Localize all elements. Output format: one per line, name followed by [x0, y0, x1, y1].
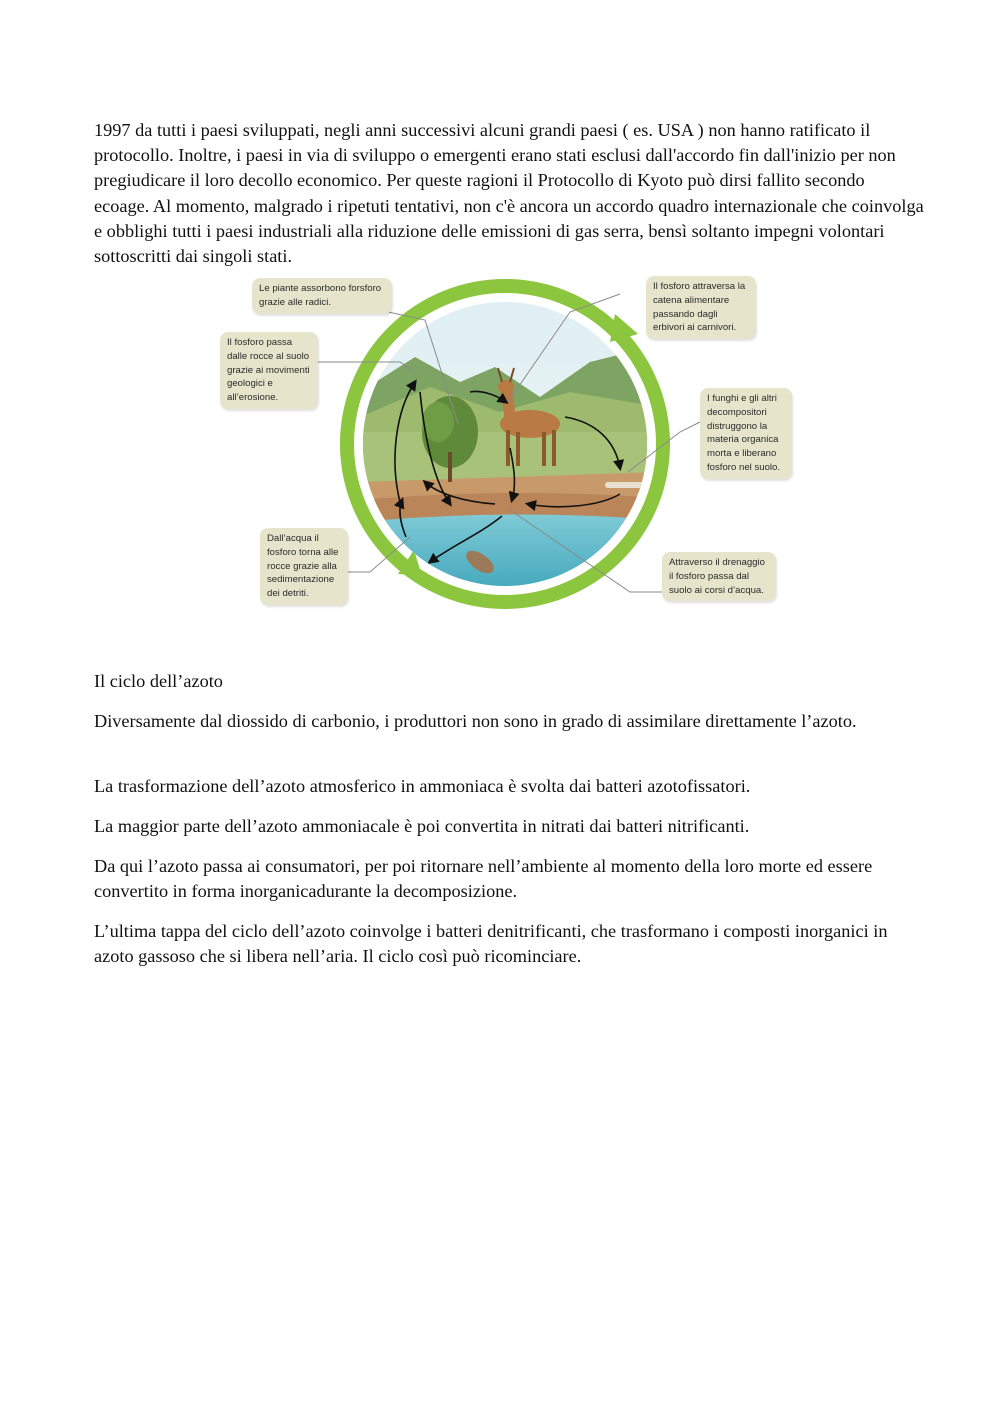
- paragraph: La trasformazione dell’azoto atmosferico in ammoniaca è svolta dai batteri azotofissatori.: [94, 776, 751, 796]
- callout-plants-absorb: Le piante assorbono forsforo grazie alle radici.: [252, 278, 392, 314]
- callout-food-chain: Il fosforo attraversa la catena alimentare passando dagli erbivori ai carnivori.: [646, 276, 756, 339]
- phosphorus-cycle-figure: [210, 272, 800, 617]
- ring-arrow-icon: [610, 314, 638, 342]
- paragraph: La maggior parte dell’azoto ammoniacale è poi convertita in nitrati dai batteri nitrificanti.: [94, 816, 750, 836]
- paragraph: L’ultima tappa del ciclo dell’azoto coinvolge i batteri denitrificanti, che trasformano i composti inorganici in azoto gassoso che si libera nell’aria. Il ciclo così può ricominciare.: [94, 921, 888, 967]
- callout-drainage: Attraverso il drenaggio il fosforo passa dal suolo ai corsi d’acqua.: [662, 552, 776, 601]
- callout-sedimentation: Dall’acqua il fosforo torna alle rocce grazie alla sedimentazione dei detriti.: [260, 528, 348, 605]
- paragraph: Da qui l’azoto passa ai consumatori, per poi ritornare nell’ambiente al momento della loro morte ed essere convertito in forma inorganicadurante la decomposizione.: [94, 856, 873, 902]
- intro-paragraph: 1997 da tutti i paesi sviluppati, negli anni successivi alcuni grandi paesi ( es. USA ) non hanno ratificato il protocollo. Inoltre, i paesi in via di sviluppo o emergenti erano stati esclusi dall'accordo fin dall'inizio per non pregiudicare il loro decollo economico. Per queste ragioni il Protocollo di Kyoto può dirsi fallito secondo ecoage. Al momento, malgrado i ripetuti tentativi, non c'è ancora un accordo quadro internazionale che coinvolga e obblighi tutti i paesi industriali alla riduzione delle emissioni di gas serra, bensì soltanto impegni volontari sottoscritti dai singoli stati.: [94, 120, 924, 267]
- paragraph: Diversamente dal diossido di carbonio, i produttori non sono in grado di assimilare direttamente l’azoto.: [94, 711, 857, 731]
- callout-rocks-to-soil: Il fosforo passa dalle rocce al suolo grazie ai movimenti geologici e all’erosione.: [220, 332, 318, 409]
- section-title: Il ciclo dell’azoto: [94, 671, 223, 691]
- callout-decomposers: I funghi e gli altri decompositori distruggono la materia organica morta e liberano fosforo nel suolo.: [700, 388, 792, 479]
